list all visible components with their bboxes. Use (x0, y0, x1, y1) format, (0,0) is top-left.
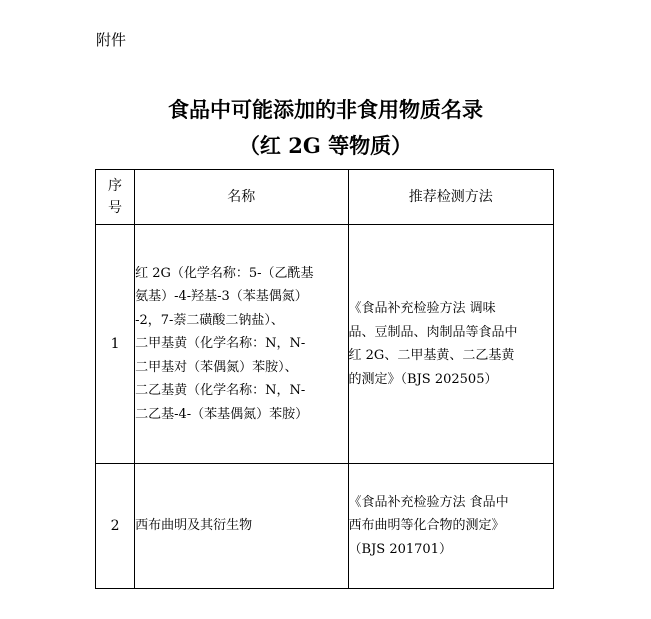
substance-name-line: 氨基）-4-羟基-3（苯基偶氮） (135, 289, 308, 305)
header-method: 推荐检测方法 (348, 170, 553, 225)
table-header-row (96, 170, 554, 225)
header-serial-line1: 序 (108, 178, 123, 194)
header-serial-line2: 号 (108, 200, 123, 216)
detection-method-line: 《食品补充检验方法 调味 (348, 301, 496, 316)
substance-name-line: 二甲基黄（化学名称：N，N- (135, 336, 306, 352)
detection-method-line: 《食品补充检验方法 食品中 (348, 494, 509, 510)
detection-method-line: 西布曲明等化合物的测定》 (348, 518, 505, 534)
header-serial-number (96, 170, 135, 225)
table-row (96, 464, 554, 589)
row-number: 1 (96, 225, 135, 464)
row-number: 2 (96, 464, 135, 589)
attachment-label: 附件 (96, 31, 127, 49)
substance-name-line: 西布曲明及其衍生物 (135, 518, 253, 534)
document-title: 食品中可能添加的非食用物质名录 (168, 97, 483, 122)
detection-method-cell (348, 225, 553, 464)
detection-method-line: 品、豆制品、肉制品等食品中 (348, 324, 518, 340)
substance-name-line: -2，7-萘二磺酸二钠盐）、 (135, 312, 284, 328)
detection-method-line: 的测定》（BJS 202505） (348, 371, 498, 387)
substance-name-line: 二甲基对（苯偶氮）苯胺）、 (135, 359, 298, 375)
substance-name-line: 二乙基-4-（苯基偶氮）苯胺） (135, 406, 309, 422)
substance-table (95, 169, 554, 589)
detection-method-line: （BJS 201701） (348, 541, 452, 557)
document-subtitle: （红 2G 等物质） (238, 133, 413, 158)
header-name: 名称 (135, 170, 348, 225)
detection-method-line: 红 2G、二甲基黄、二乙基黄 (348, 348, 515, 363)
table-row (96, 225, 554, 464)
substance-name-line: 红 2G（化学名称：5-（乙酰基 (135, 265, 314, 281)
substance-name-line: 二乙基黄（化学名称：N，N- (135, 383, 306, 399)
substance-name-cell (135, 464, 348, 589)
detection-method-cell (348, 464, 553, 589)
substance-name-cell (135, 225, 348, 464)
